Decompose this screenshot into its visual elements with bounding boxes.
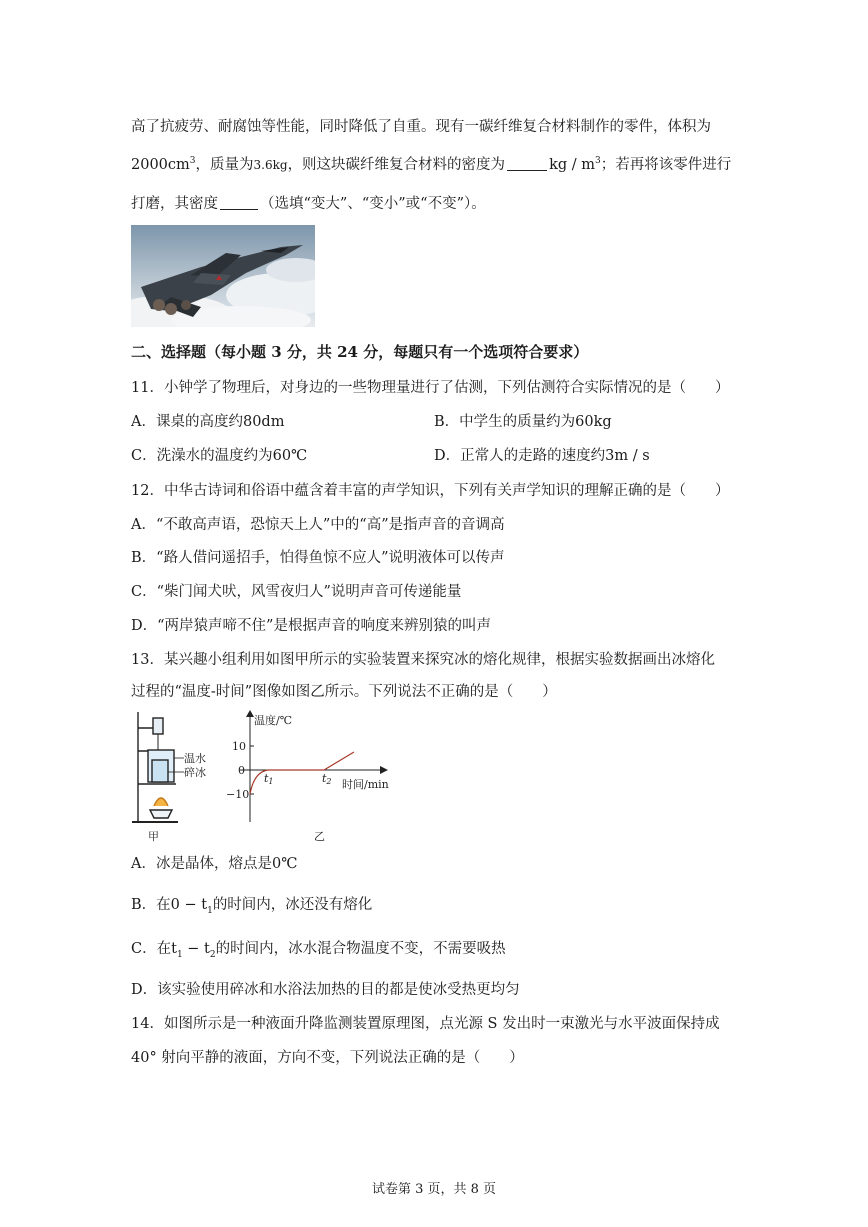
question-11-stem: 11．小钟学了物理后，对身边的一些物理量进行了估测，下列估测符合实际情况的是（ ）	[131, 380, 730, 396]
paragraph-line-2	[131, 153, 731, 174]
text-fragment: ；若再将该零件进行	[600, 157, 732, 173]
volume-exponent: 3	[189, 156, 196, 167]
question-12-option-d[interactable]: D．“两岸猿声啼不住”是根据声音的响度来辨别猿的叫声	[131, 618, 491, 634]
question-13-option-a[interactable]: A．冰是晶体，熔点是0℃	[131, 856, 298, 872]
label-figure-yi: 乙	[314, 830, 325, 843]
text-fragment: 的时间内，冰还没有熔化	[212, 897, 373, 913]
question-11-option-d[interactable]: D．正常人的走路的速度约3m / s	[434, 448, 650, 464]
question-13-option-b[interactable]	[131, 893, 372, 916]
text-fragment: C．在	[131, 941, 172, 957]
fighter-jet-illustration	[131, 225, 315, 327]
label-crushed-ice: 碎冰	[184, 766, 206, 779]
question-14-stem-line-1: 14．如图所示是一种液面升降监测装置原理图，点光源 S 发出时一束激光与水平波面保持成	[131, 1016, 720, 1032]
text-fragment: ，则这块碳纤维复合材料的密度为	[287, 157, 506, 173]
experiment-apparatus	[132, 712, 184, 822]
paragraph-line-3	[131, 192, 486, 213]
text-fragment: 打磨，其密度	[131, 196, 218, 212]
time-range: $0 - t_1$	[170, 897, 213, 916]
question-12-stem: 12．中华古诗词和俗语中蕴含着丰富的声学知识，下列有关声学知识的理解正确的是（ ）	[131, 483, 730, 499]
density-unit-exponent: 3	[594, 156, 601, 167]
answer-blank-density[interactable]	[507, 156, 547, 171]
text-fragment: 的时间内，冰水混合物温度不变，不需要吸热	[215, 941, 506, 957]
ice-melting-experiment-diagram	[128, 706, 408, 846]
question-13-option-c[interactable]	[131, 937, 506, 960]
mass-value: 3.6kg	[253, 158, 288, 172]
y-axis-arrow	[246, 710, 254, 717]
t2-label: t2	[322, 772, 332, 786]
density-unit: kg / m	[549, 157, 595, 173]
x-axis-label: 时间/min	[342, 778, 389, 791]
page-footer: 试卷第 3 页，共 8 页	[371, 1182, 497, 1197]
question-14-stem-line-2: 40° 射向平静的液面，方向不变，下列说法正确的是（ ）	[131, 1050, 524, 1066]
text-fragment: B．在	[131, 897, 171, 913]
volume-value: 2000cm	[131, 157, 190, 173]
question-12-option-a[interactable]: A．“不敢高声语，恐惊天上人”中的“高”是指声音的音调高	[131, 517, 505, 533]
y-axis-label: 温度/℃	[254, 714, 293, 727]
y-tick-label-0: 0	[238, 764, 245, 777]
question-13-stem-line-1: 13．某兴趣小组利用如图甲所示的实验装置来探究冰的熔化规律，根据实验数据画出冰熔化	[131, 652, 715, 668]
time-range: $t_1 - t_2$	[171, 941, 216, 960]
question-13-stem-line-2: 过程的“温度-时间”图像如图乙所示。下列说法不正确的是（ ）	[131, 684, 557, 700]
label-figure-jia: 甲	[148, 830, 159, 843]
y-tick-label-neg10: −10	[226, 788, 250, 801]
question-12-option-c[interactable]: C．“柴门闻犬吠，风雪夜归人”说明声音可传递能量	[131, 584, 462, 600]
section-heading: 二、选择题（每小题 3 分，共 24 分，每题只有一个选项符合要求）	[131, 343, 589, 361]
answer-blank-density-change[interactable]	[220, 195, 258, 210]
text-fragment: ，质量为	[195, 157, 254, 173]
question-11-option-c[interactable]: C．洗澡水的温度约为60℃	[131, 448, 308, 464]
paragraph-line-1: 高了抗疲劳、耐腐蚀等性能，同时降低了自重。现有一碳纤维复合材料制作的零件，体积为	[131, 119, 711, 135]
question-11-option-b[interactable]: B．中学生的质量约为60kg	[434, 414, 612, 430]
question-11-option-a[interactable]: A．课桌的高度约80dm	[131, 414, 285, 430]
fighter-jet-image	[131, 225, 315, 327]
question-13-figure	[128, 706, 408, 846]
label-warm-water: 温水	[184, 752, 206, 765]
t1-label: t1	[264, 772, 274, 786]
question-13-option-d[interactable]: D．该实验使用碎冰和水浴法加热的目的都是使冰受热更均匀	[131, 982, 520, 998]
y-tick-label-10: 10	[232, 740, 246, 753]
text-fragment: （选填“变大”、“变小”或“不变”）。	[260, 196, 486, 212]
x-axis-arrow	[380, 766, 388, 774]
question-12-option-b[interactable]: B．“路人借问遥招手，怕得鱼惊不应人”说明液体可以传声	[131, 550, 505, 566]
